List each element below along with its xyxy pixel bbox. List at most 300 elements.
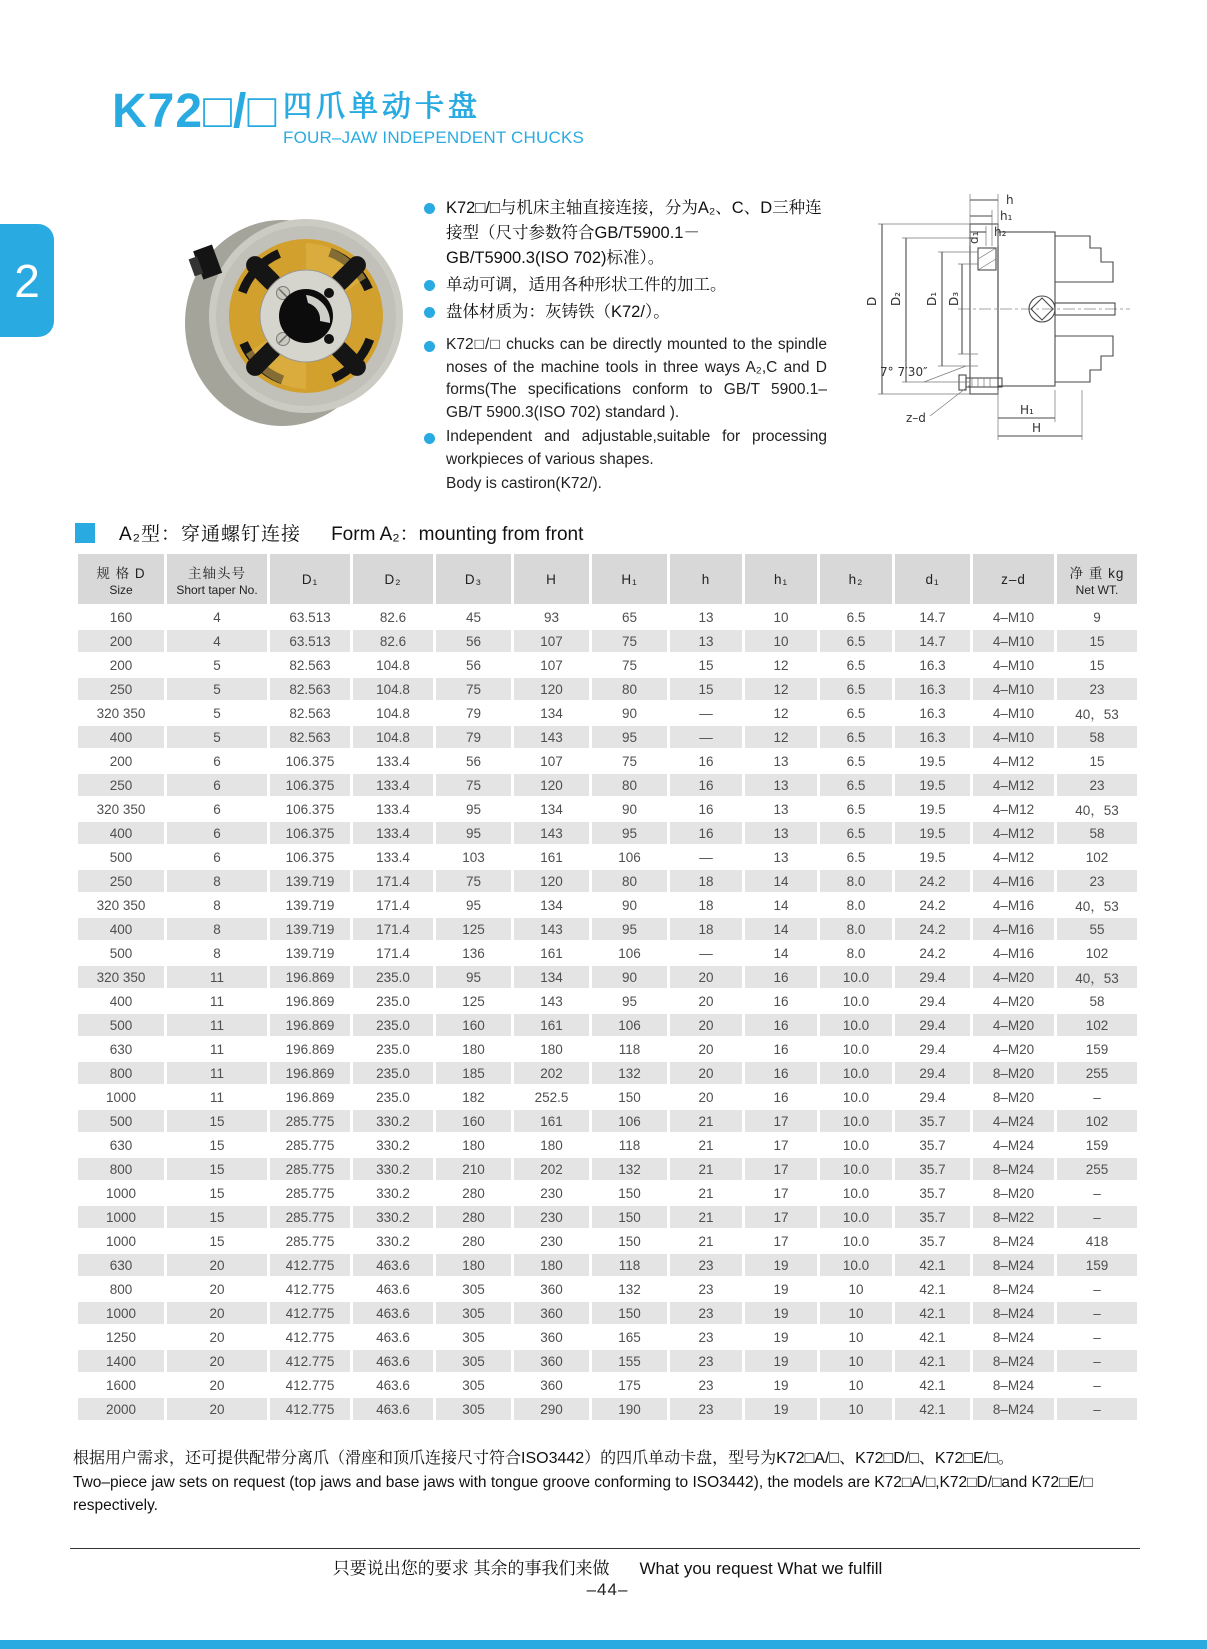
chuck-photo-illustration (178, 203, 423, 438)
table-cell: 6.5 (846, 657, 866, 673)
feature-text: 单动可调，适用各种形状工件的加工。 (446, 276, 727, 294)
table-cell: 17 (745, 1206, 817, 1228)
table-cell: 16 (670, 822, 742, 844)
table-cell: 10.0 (842, 1089, 870, 1105)
table-cell: 55 (1057, 918, 1137, 940)
table-cell: 18 (698, 897, 714, 913)
table-row (78, 1278, 1137, 1300)
title-english: FOUR–JAW INDEPENDENT CHUCKS (283, 128, 585, 147)
table-cell: 23 (1057, 870, 1137, 892)
dim-label-D1: D₁ (925, 291, 939, 306)
table-cell: 103 (462, 849, 485, 865)
table-cell: 10 (773, 609, 789, 625)
table-cell: 17 (745, 1110, 817, 1132)
table-cell: 10 (848, 1281, 864, 1297)
table-cell: 160 (436, 1110, 511, 1132)
page-title (283, 84, 584, 148)
section-title-en: Form A₂：mounting from front (331, 524, 584, 545)
table-row (78, 798, 1137, 820)
table-cell: – (1057, 1206, 1137, 1228)
table-cell: 4–M16 (992, 897, 1035, 913)
table-cell: 107 (540, 657, 563, 673)
table-cell: 159 (1057, 1254, 1137, 1276)
table-cell: 4–M16 (992, 945, 1035, 961)
table-cell: 252.5 (534, 1089, 569, 1105)
table-cell: 196.869 (285, 993, 335, 1009)
table-cell: 42.1 (919, 1329, 946, 1345)
column-header: z–d (973, 554, 1054, 604)
table-cell: 4–M12 (992, 753, 1035, 769)
table-cell: 150 (618, 1089, 641, 1105)
table-cell: 118 (618, 1041, 641, 1057)
table-cell: 15 (209, 1137, 225, 1153)
table-cell: 4–M20 (973, 1014, 1054, 1036)
dim-label-zd: z–d (906, 411, 926, 425)
table-cell: 18 (670, 870, 742, 892)
table-cell: – (1093, 1089, 1101, 1105)
table-cell: 5 (213, 657, 221, 673)
table-row (78, 726, 1137, 748)
table-cell: 80 (592, 870, 667, 892)
dim-label-H: H (1032, 421, 1042, 435)
table-cell: 15 (1057, 630, 1137, 652)
table-cell: 6.5 (820, 678, 892, 700)
table-cell: 19 (773, 1329, 789, 1345)
table-cell: 20 (209, 1329, 225, 1345)
table-cell: 171.4 (353, 870, 433, 892)
feature-text: K72□/□ chucks can be directly mounted to the spindle noses of the machine tools in three ways A₂,C and D forms(The specifications conform to GB/T 5900.1–GB/T 5900.3(ISO 702) standard ). (446, 336, 827, 421)
table-cell: 360 (540, 1281, 563, 1297)
table-cell: 95 (592, 918, 667, 940)
table-cell: 29.4 (895, 966, 970, 988)
table-cell: 5 (167, 678, 267, 700)
table-cell: 8–M20 (992, 1185, 1035, 1201)
table-row (78, 1134, 1137, 1156)
table-cell: 150 (592, 1302, 667, 1324)
table-cell: 20 (670, 1062, 742, 1084)
table-cell: 155 (592, 1350, 667, 1372)
table-cell: 290 (514, 1398, 589, 1420)
table-cell: 235.0 (376, 1041, 410, 1057)
table-cell: 8–M24 (973, 1398, 1054, 1420)
table-cell: 13 (773, 849, 789, 865)
section-title-cn: A₂型：穿通螺钉连接 (119, 524, 302, 545)
table-cell: 500 (78, 1014, 164, 1036)
table-cell: 196.869 (270, 1014, 350, 1036)
table-cell: 19.5 (895, 822, 970, 844)
table-cell: 19.5 (919, 801, 946, 817)
table-cell: 95 (465, 801, 482, 817)
table-cell: 630 (109, 1041, 133, 1057)
table-cell: 56 (436, 630, 511, 652)
table-cell: 630 (78, 1254, 164, 1276)
table-cell: 5 (213, 705, 221, 721)
table-row (78, 1158, 1137, 1180)
table-cell: 5 (167, 726, 267, 748)
table-cell: 80 (592, 774, 667, 796)
table-cell: 10.0 (820, 1158, 892, 1180)
table-cell: 4–M10 (973, 630, 1054, 652)
table-cell: 330.2 (353, 1206, 433, 1228)
table-cell: 202 (514, 1062, 589, 1084)
table-cell: 8–M24 (992, 1329, 1035, 1345)
table-cell: 118 (618, 1137, 641, 1153)
table-row (78, 750, 1137, 772)
table-row (78, 1206, 1137, 1228)
spec-table (75, 552, 1140, 1422)
table-row (78, 966, 1137, 988)
table-cell: 412.775 (270, 1302, 350, 1324)
table-cell: 14 (773, 945, 789, 961)
table-cell: — (699, 849, 713, 865)
bottom-accent-bar (0, 1640, 1207, 1649)
table-cell: 4–M10 (973, 726, 1054, 748)
footnotes (73, 1446, 1139, 1517)
table-cell: 143 (514, 726, 589, 748)
table-cell: 75 (436, 774, 511, 796)
feature-text: K72□/□与机床主轴直接连接，分为A₂、C、D三种连接型（尺寸参数符合GB/T5900.1－ GB/T5900.3(ISO 702)标准）。 (446, 199, 822, 267)
feature-item (424, 196, 827, 271)
table-cell: 21 (670, 1158, 742, 1180)
table-cell: 6.5 (846, 801, 866, 817)
bullet-icon (424, 433, 435, 444)
footnote-cn: 根据用户需求，还可提供配带分离爪（滑座和顶爪连接尺寸符合ISO3442）的四爪单动卡盘，型号为K72□A/□、K72□D/□、K72□E/□。 (73, 1450, 1014, 1467)
table-cell: 4–M16 (973, 870, 1054, 892)
table-header-row (78, 554, 1137, 604)
table-cell: 4–M20 (992, 993, 1035, 1009)
table-cell: 360 (540, 1329, 563, 1345)
footer-slogan (75, 1554, 1140, 1579)
table-cell: 180 (462, 1041, 485, 1057)
table-cell: 150 (592, 1206, 667, 1228)
dim-label-D2: D₂ (889, 291, 903, 306)
table-cell: 800 (78, 1158, 164, 1180)
table-cell: 8–M24 (973, 1254, 1054, 1276)
table-cell: 95 (592, 726, 667, 748)
table-cell: 10 (820, 1302, 892, 1324)
table-row (78, 1182, 1137, 1204)
table-cell: 23 (1057, 678, 1137, 700)
table-cell: 58 (1089, 993, 1105, 1009)
table-cell: 16 (745, 1062, 817, 1084)
table-cell: 23 (1057, 774, 1137, 796)
section-marker-icon (75, 523, 95, 543)
table-cell: 104.8 (376, 657, 410, 673)
table-cell: 305 (462, 1377, 485, 1393)
feature-item (424, 300, 827, 325)
table-cell: 280 (462, 1233, 485, 1249)
table-cell: 29.4 (895, 1062, 970, 1084)
table-cell: 305 (436, 1350, 511, 1372)
table-cell: 35.7 (895, 1158, 970, 1180)
table-cell: 16.3 (919, 705, 946, 721)
table-cell: 6.5 (846, 705, 866, 721)
table-cell: 19 (773, 1281, 789, 1297)
table-cell: 23 (670, 1302, 742, 1324)
table-cell: 14.7 (895, 630, 970, 652)
table-cell: 412.775 (270, 1398, 350, 1420)
table-cell: 17 (773, 1137, 789, 1153)
table-cell: 35.7 (895, 1206, 970, 1228)
table-cell: 235.0 (353, 1014, 433, 1036)
table-cell: 4–M20 (992, 1041, 1035, 1057)
table-cell: 171.4 (353, 918, 433, 940)
table-cell: 360 (540, 1377, 563, 1393)
slogan-cn: 只要说出您的要求 其余的事我们来做 (332, 1559, 610, 1578)
table-row (78, 1350, 1137, 1372)
table-cell: 160 (436, 1014, 511, 1036)
table-cell: 133.4 (376, 849, 410, 865)
table-cell: 8.0 (846, 945, 866, 961)
bullet-icon (424, 341, 435, 352)
table-cell: 102 (1057, 1110, 1137, 1132)
table-row (78, 942, 1137, 964)
table-cell: 134 (540, 705, 563, 721)
table-cell: 400 (78, 726, 164, 748)
table-cell: 8 (213, 897, 221, 913)
table-cell: 133.4 (353, 774, 433, 796)
product-photo (178, 203, 423, 438)
table-cell: 16 (773, 1089, 789, 1105)
table-cell: 20 (670, 966, 742, 988)
table-cell: 10.0 (820, 1110, 892, 1132)
table-cell: 171.4 (376, 897, 410, 913)
table-cell: 24.2 (895, 918, 970, 940)
table-cell: 56 (465, 753, 482, 769)
table-cell: 8–M22 (973, 1206, 1054, 1228)
table-cell: 42.1 (919, 1281, 946, 1297)
table-cell: 20 (698, 1089, 714, 1105)
table-cell: 182 (462, 1089, 485, 1105)
table-cell: 10 (848, 1377, 864, 1393)
table-cell: 8–M20 (973, 1062, 1054, 1084)
table-cell: 14.7 (919, 609, 946, 625)
table-cell: 133.4 (376, 753, 410, 769)
table-cell: 150 (618, 1185, 641, 1201)
table-cell: 19 (745, 1350, 817, 1372)
table-cell: 107 (540, 753, 563, 769)
table-cell: 20 (167, 1350, 267, 1372)
feature-item (424, 273, 827, 298)
table-cell: 8–M24 (973, 1158, 1054, 1180)
bullet-icon (424, 203, 435, 214)
table-cell: 8 (213, 945, 221, 961)
table-cell: 418 (1085, 1233, 1109, 1249)
table-cell: 235.0 (353, 1062, 433, 1084)
column-header: H₁ (592, 554, 667, 604)
table-cell: 21 (698, 1137, 714, 1153)
table-cell: 106.375 (270, 774, 350, 796)
table-cell: 11 (209, 1041, 224, 1057)
table-cell: 16 (745, 966, 817, 988)
table-cell: 285.775 (285, 1137, 335, 1153)
table-cell: 255 (1057, 1062, 1137, 1084)
title-chinese: 四爪单动卡盘 (283, 91, 482, 123)
table-cell: 21 (670, 1206, 742, 1228)
table-cell: 6.5 (846, 849, 866, 865)
table-cell: 200 (78, 630, 164, 652)
table-cell: 118 (592, 1254, 667, 1276)
table-row (78, 1014, 1137, 1036)
table-cell: 6.5 (820, 630, 892, 652)
table-cell: 230 (514, 1206, 589, 1228)
table-cell: 35.7 (919, 1185, 946, 1201)
column-header: H (514, 554, 589, 604)
table-row (78, 678, 1137, 700)
column-header: h₁ (745, 554, 817, 604)
table-cell: 106 (592, 1110, 667, 1132)
table-cell: 143 (514, 918, 589, 940)
table-cell: 120 (514, 678, 589, 700)
table-cell: 16 (698, 801, 714, 817)
table-cell: 93 (543, 609, 560, 625)
table-cell: 8–M24 (992, 1281, 1035, 1297)
table-cell: 10 (745, 630, 817, 652)
table-cell: 10.0 (842, 1233, 870, 1249)
table-row (78, 702, 1137, 724)
table-cell: 320 350 (78, 966, 164, 988)
table-cell: 4–M24 (973, 1110, 1054, 1132)
table-cell: 45 (465, 609, 482, 625)
table-cell: 255 (1057, 1158, 1137, 1180)
table-cell: 16.3 (895, 678, 970, 700)
table-cell: 63.513 (289, 609, 331, 625)
table-cell: 463.6 (376, 1377, 410, 1393)
table-cell: 305 (436, 1302, 511, 1324)
table-cell: – (1057, 1302, 1137, 1324)
table-cell: 102 (1085, 945, 1109, 961)
table-row (78, 1254, 1137, 1276)
table-cell: 360 (514, 1302, 589, 1324)
table-cell: 134 (540, 801, 563, 817)
table-cell: 202 (514, 1158, 589, 1180)
table-cell: 185 (436, 1062, 511, 1084)
column-header: D₂ (353, 554, 433, 604)
dim-label-angle: 7° 7′30″ (880, 365, 928, 379)
dimension-drawing (820, 186, 1137, 454)
table-cell: 9 (1093, 609, 1101, 625)
table-cell: 10.0 (820, 966, 892, 988)
table-cell: 12 (745, 726, 817, 748)
table-cell: 20 (698, 1041, 714, 1057)
table-cell: 4–M10 (992, 705, 1035, 721)
table-cell: 104.8 (353, 678, 433, 700)
table-cell: 10.0 (842, 993, 870, 1009)
table-cell: 29.4 (895, 1014, 970, 1036)
table-cell: 20 (209, 1281, 225, 1297)
table-cell: 320 350 (96, 705, 146, 721)
table-cell: 143 (514, 822, 589, 844)
table-cell: 75 (592, 630, 667, 652)
column-header: h (670, 554, 742, 604)
table-cell: 102 (1085, 849, 1109, 865)
table-cell: – (1093, 1281, 1101, 1297)
table-cell: 160 (109, 609, 133, 625)
table-cell: 11 (167, 1062, 267, 1084)
table-cell: 42.1 (895, 1254, 970, 1276)
table-cell: 10.0 (842, 1041, 870, 1057)
table-cell: 17 (773, 1233, 789, 1249)
table-cell: 330.2 (353, 1110, 433, 1132)
table-cell: 17 (745, 1158, 817, 1180)
feature-item (424, 473, 827, 496)
table-cell: 58 (1057, 726, 1137, 748)
table-cell: — (670, 726, 742, 748)
table-cell: 139.719 (285, 897, 335, 913)
table-cell: 210 (436, 1158, 511, 1180)
table-row (78, 1374, 1137, 1396)
table-cell: 250 (78, 774, 164, 796)
table-cell: 305 (436, 1398, 511, 1420)
table-cell: 120 (514, 774, 589, 796)
table-cell: 6 (213, 801, 221, 817)
table-cell: 19 (745, 1302, 817, 1324)
table-cell: 4–M24 (992, 1137, 1035, 1153)
table-cell: 19.5 (919, 849, 946, 865)
table-cell: 23 (670, 1398, 742, 1420)
table-cell: 1000 (78, 1206, 164, 1228)
table-cell: 500 (109, 945, 133, 961)
table-cell: 16 (745, 1014, 817, 1036)
column-header: D₁ (270, 554, 350, 604)
table-cell: 285.775 (270, 1158, 350, 1180)
table-cell: 180 (462, 1137, 485, 1153)
table-cell: 35.7 (895, 1110, 970, 1132)
table-cell: 18 (670, 918, 742, 940)
page-number: –44– (586, 1580, 629, 1599)
table-cell: 196.869 (270, 966, 350, 988)
chapter-tab: 2 (0, 224, 54, 337)
table-cell: 165 (618, 1329, 641, 1345)
table-row (78, 630, 1137, 652)
table-cell: 80 (592, 678, 667, 700)
table-cell: 330.2 (376, 1185, 410, 1201)
table-cell: 6 (213, 849, 221, 865)
table-cell: 104.8 (376, 705, 410, 721)
model-code: K72□/□ (112, 85, 278, 138)
table-cell: 161 (540, 945, 563, 961)
table-cell: 4 (213, 609, 221, 625)
table-cell: 20 (209, 1377, 225, 1393)
table-cell: 132 (592, 1158, 667, 1180)
table-cell: 175 (618, 1377, 641, 1393)
table-cell: 139.719 (270, 918, 350, 940)
table-cell: 6.5 (820, 726, 892, 748)
table-cell: 14 (745, 918, 817, 940)
dim-label-h: h (1006, 193, 1014, 207)
table-cell: 196.869 (285, 1041, 335, 1057)
table-cell: 90 (592, 966, 667, 988)
table-cell: 200 (109, 657, 133, 673)
table-cell: 75 (621, 753, 638, 769)
table-body (78, 606, 1137, 1420)
table-cell: – (1057, 1350, 1137, 1372)
table-cell: 21 (698, 1185, 714, 1201)
table-cell: 1000 (105, 1233, 137, 1249)
table-cell: 8–M24 (973, 1350, 1054, 1372)
table-cell: 21 (670, 1110, 742, 1132)
table-cell: 95 (436, 966, 511, 988)
table-cell: 463.6 (353, 1350, 433, 1372)
table-cell: 330.2 (376, 1137, 410, 1153)
table-cell: 19.5 (919, 753, 946, 769)
table-cell: 8 (167, 870, 267, 892)
table-row (78, 1062, 1137, 1084)
table-row (78, 894, 1137, 916)
table-cell: 412.775 (270, 1350, 350, 1372)
table-cell: 120 (514, 870, 589, 892)
table-cell: 13 (773, 753, 789, 769)
